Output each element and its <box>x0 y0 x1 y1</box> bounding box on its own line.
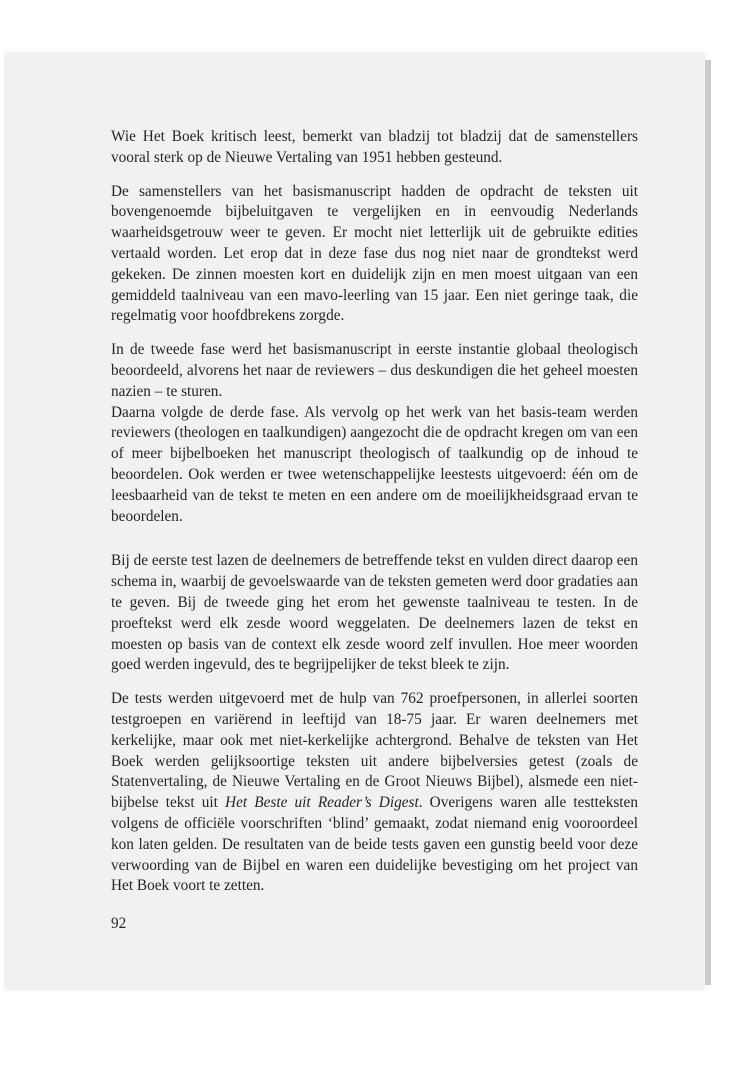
paragraph-4: Daarna volgde de derde fase. Als vervolg op het werk van het basis-team werden reviewers (theologen en taalkundigen) aangezocht die de opdracht kregen om van een of meer bijbelboeken het manuscript theologisch of taalkundig op de inhoud te beoordelen. Ook werden er twee wetenschappelijke leestests uitgevoerd: één om de leesbaarheid van de tekst te meten en een andere om de moeilijkheidsgraad ervan te beoordelen. <box>111 403 638 525</box>
paragraph-6-end: . Overigens waren alle testteksten volgens de officiële voorschriften ‘blind’ gemaakt, zodat niemand enig vooroordeel kon laten gelden. De resultaten van de beide tests gaven een gunstig beeld voor deze verwoording van de Bijbel en waren een duidelijke bevestiging om het project van Het Boek voort te zetten. <box>111 794 638 895</box>
paragraph-5: Bij de eerste test lazen de deelnemers de betreffende tekst en vulden direct daarop een schema in, waarbij de gevoelswaarde van de teksten gemeten werd door gradaties aan te geven. Bij de tweede ging het erom het gewenste taalniveau te testen. In de proeftekst werd elk zesde woord weggelaten. De deelnemers lazen de tekst en moesten op basis van de context elk zesde woord zelf invullen. Hoe meer woorden goed werden ingevuld, des te begrijpelijker de tekst bleek te zijn. <box>111 552 638 674</box>
paragraph-6-start: De tests werden uitgevoerd met de hulp van 762 proefpersonen, in allerlei soorten testgroepen en variërend in leeftijd van 18-75 jaar. Er waren deelnemers met kerkelijke, maar ook met niet-kerkelijke achtergrond. Behalve de teksten van Het Boek werden gelijksoortige teksten uit andere bijbelversies getest (zoals de Statenvertaling, de Nieuwe Vertaling en de Groot Nieuws Bijbel), alsmede een niet-bijbelse tekst uit <box>111 690 638 812</box>
paragraph-1: Wie Het Boek kritisch leest, bemerkt van bladzij tot bladzij dat de samenstellers vooral sterk op de Nieuwe Vertaling van 1951 hebben gesteund. <box>111 128 638 166</box>
paragraph-3: In de tweede fase werd het basismanuscript in eerste instantie globaal theologisch beoordeeld, alvorens het naar de reviewers – dus deskundigen die het geheel moesten nazien – te sturen. <box>111 341 638 400</box>
paragraph-6-italic-title: Het Beste uit Reader’s Digest <box>225 794 419 812</box>
page-number: 92 <box>111 915 127 932</box>
paragraph-2: De samenstellers van het basismanuscript hadden de opdracht de teksten uit bovengenoemde bijbeluitgaven te vergelijken en in eenvoudig Nederlands waarheidsgetrouw weer te geven. Er mocht niet letterlijk uit de gebruikte edities vertaald worden. Let erop dat in deze fase dus nog niet naar de grondtekst werd gekeken. De zinnen moesten kort en duidelijk zijn en men moest uitgaan van een gemiddeld taalniveau van een mavo-leerling van 15 jaar. Een niet geringe taak, die regelmatig voor hoofdbrekens zorgde. <box>111 182 638 325</box>
body-text <box>111 127 638 897</box>
paragraph-6 <box>111 689 638 897</box>
